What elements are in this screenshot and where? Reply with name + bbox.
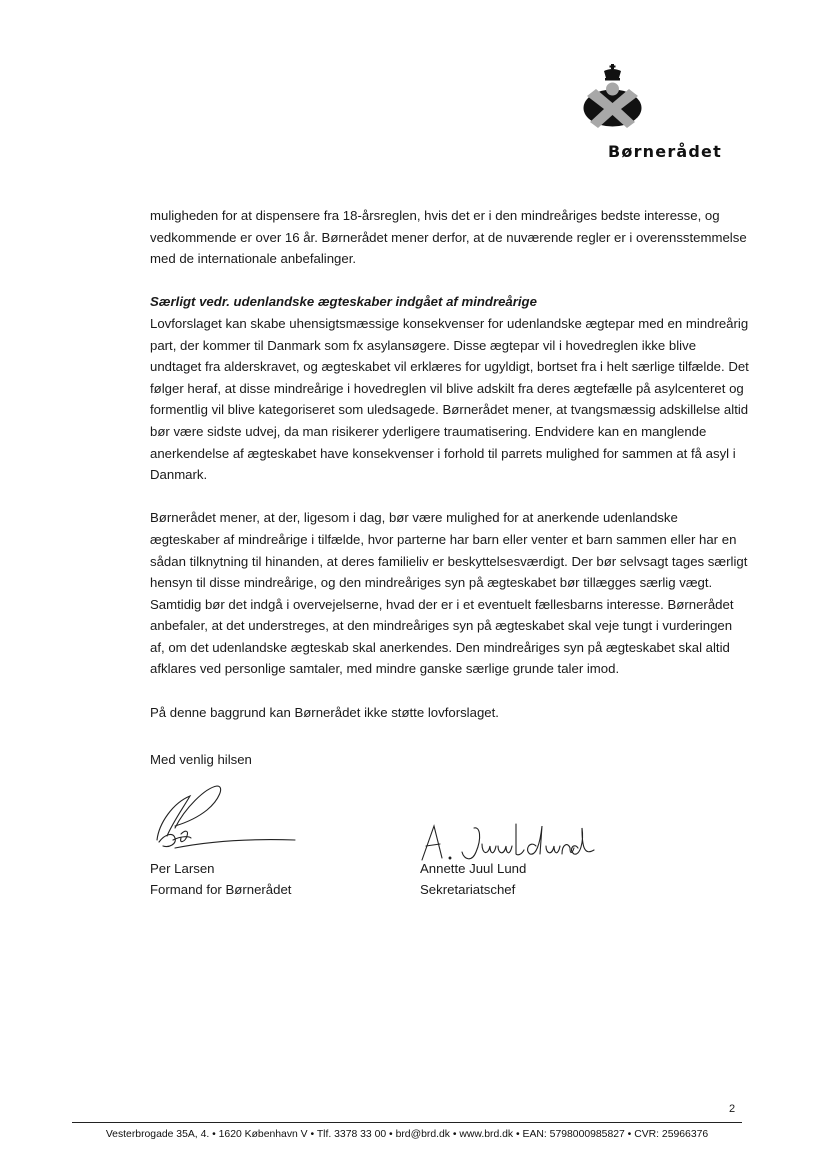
page-number: 2	[729, 1103, 736, 1115]
signer-name: Annette Juul Lund	[420, 861, 527, 876]
signer-name: Per Larsen	[150, 861, 215, 876]
signer-block-2	[420, 858, 526, 900]
signer-title: Formand for Børnerådet	[150, 882, 292, 897]
footer-divider	[72, 1122, 742, 1123]
closing-greeting: Med venlig hilsen	[150, 752, 252, 767]
org-name: Børnerådet	[608, 142, 722, 161]
signer-title: Sekretariatschef	[420, 882, 516, 897]
letter-body	[150, 205, 750, 745]
section-heading: Særligt vedr. udenlandske ægteskaber indgået af mindreårige	[150, 294, 537, 310]
paragraph: Børnerådet mener, at der, ligesom i dag, bør være mulighed for at anerkende udenlandske ægteskaber af mindreårige i tilfælde, hvor parterne har barn eller venter et barn sammen eller har en sådan tilknytning til hinanden, at deres familieliv er beskyttelsesværdigt. Der bør selvsagt tages særligt hensyn til disse mindreårige, og den mindreåriges syn på ægteskabet bør tillægges særlig vægt. Samtidig bør det indgå i overvejelserne, hvad der er i et eventuelt fællesbarns interesse. Børnerådet anbefaler, at det understreges, at den mindreåriges syn på ægteskabet skal veje tungt i vurderingen af, om det udenlandske ægteskab skal anerkendes. Den mindreåriges syn på ægteskabet skal altid afklares ved personlige samtaler, med mindre ganske særlige grunde taler imod.	[150, 510, 748, 677]
paragraph: Lovforslaget kan skabe uhensigtsmæssige konsekvenser for udenlandske ægtepar med en mindreårig part, der kommer til Danmark som fx asylansøgere. Disse ægtepar vil i hovedreglen ikke blive undtaget fra alderskravet, og ægteskabet vil erklæres for ugyldigt, bortset fra i helt særlige tilfælde. Det følger heraf, at disse mindreårige i hovedreglen vil blive adskilt fra deres ægtefælle på asylcenteret og formentlig vil blive kategoriseret som uledsagede. Børnerådet mener, at tvangsmæssig adskillelse altid bør være sidste udvej, da man risikerer yderligere traumatisering. Endvidere kan en manglende anerkendelse af ægteskabet have konsekvenser i forhold til parrets mulighed for sammen at få asyl i Danmark.	[150, 315, 749, 483]
paragraph: På denne baggrund kan Børnerådet ikke støtte lovforslaget.	[150, 704, 499, 720]
signature-per-larsen	[145, 778, 305, 868]
crown-emblem-icon	[580, 62, 650, 130]
paragraph: muligheden for at dispensere fra 18-årsreglen, hvis det er i den mindreåriges bedste interesse, og vedkommende er over 16 år. Børnerådet mener derfor, at de nuværende regler er i overensstemmelse med de internationale anbefalinger.	[150, 208, 747, 267]
footer-contact: Vesterbrogade 35A, 4. • 1620 København V • Tlf. 3378 33 00 • brd@brd.dk • www.brd.dk • EAN: 5798000985827 • CVR: 25966376	[105, 1129, 709, 1140]
org-logo	[578, 62, 748, 167]
section	[150, 291, 750, 485]
signer-block-1	[150, 858, 291, 900]
